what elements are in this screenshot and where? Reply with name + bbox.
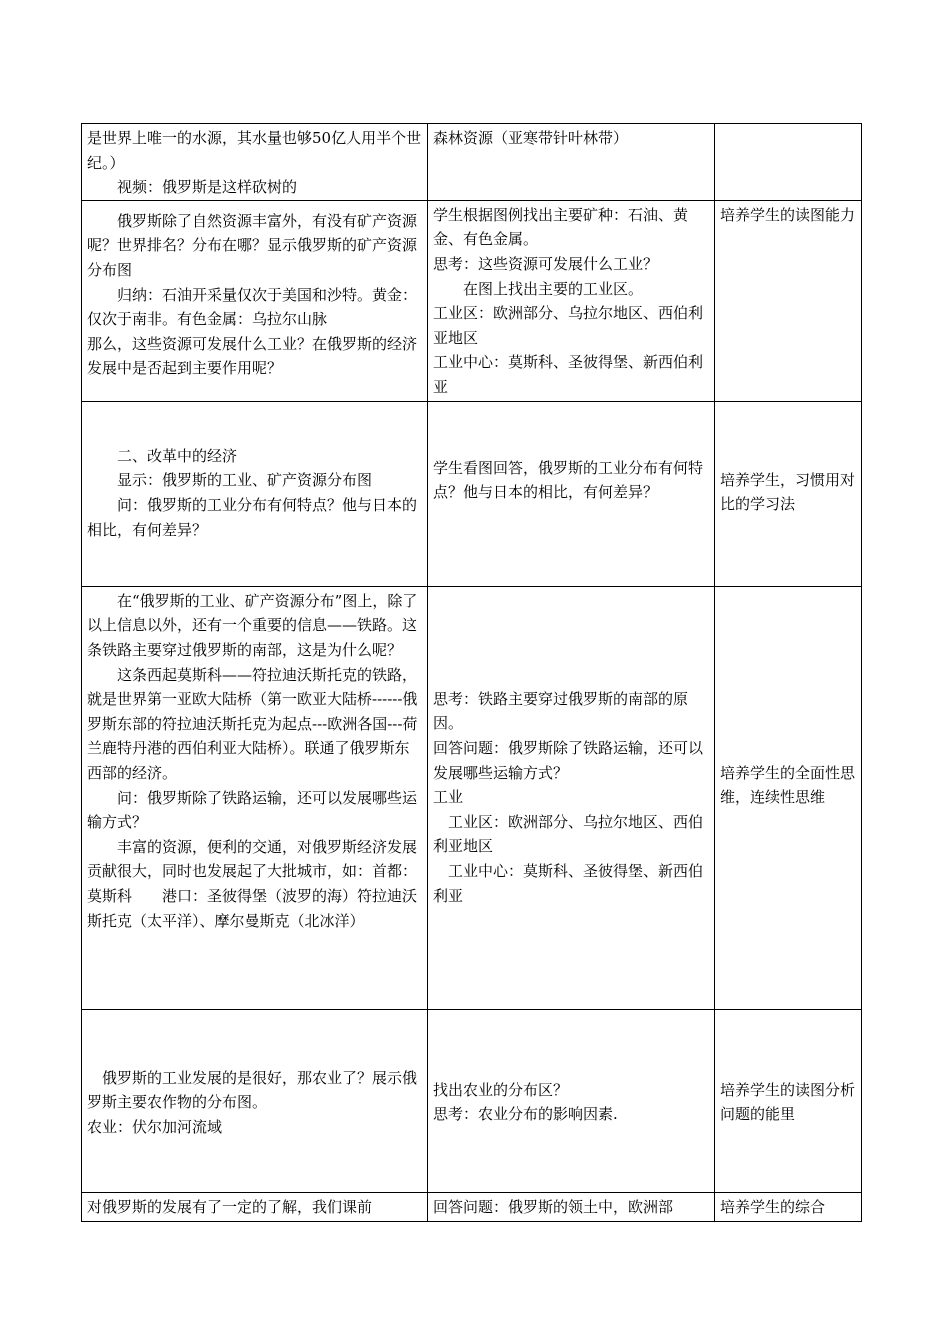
paragraph: 思考：这些资源可发展什么工业？ <box>433 254 659 273</box>
paragraph: 森林资源（亚寒带针叶林带） <box>433 129 629 147</box>
student-activity-cell <box>428 401 715 586</box>
section-heading: 二、改革中的经济 <box>117 446 238 465</box>
table-row <box>82 124 862 201</box>
paragraph: 归纳：石油开采量仅次于美国和沙特。黄金：仅次于南非。有色金属：乌拉尔山脉 <box>87 285 418 329</box>
paragraph: 培养学生的综合 <box>720 1197 826 1216</box>
teacher-activity-cell <box>82 1192 428 1221</box>
paragraph: 回答问题：俄罗斯除了铁路运输，还可以发展哪些运输方式？ <box>433 738 704 782</box>
design-intent-cell <box>715 401 862 586</box>
paragraph: 显示：俄罗斯的工业、矿产资源分布图 <box>117 471 373 490</box>
paragraph: 学生看图回答，俄罗斯的工业分布有何特点？他与日本的相比，有何差异？ <box>433 458 704 502</box>
paragraph: 俄罗斯的工业发展的是很好，那农业了？展示俄罗斯主要农作物的分布图。 <box>87 1068 418 1112</box>
teacher-activity-cell <box>82 200 428 401</box>
design-intent-cell <box>715 124 862 201</box>
paragraph: 工业区：欧洲部分、乌拉尔地区、西伯利亚地区 <box>433 304 704 347</box>
paragraph: 思考：农业分布的影响因素. <box>433 1105 618 1124</box>
paragraph: 回答问题：俄罗斯的领土中，欧洲部 <box>433 1197 674 1216</box>
teacher-activity-cell <box>82 124 428 201</box>
paragraph: 工业中心：莫斯科、圣彼得堡、新西伯利亚 <box>433 353 704 396</box>
paragraph: 工业 <box>433 788 464 807</box>
paragraph: 问：俄罗斯的工业分布有何特点？他与日本的相比，有何差异？ <box>87 495 418 539</box>
design-intent-cell <box>715 1009 862 1192</box>
design-intent-cell <box>715 1192 862 1221</box>
table-row <box>82 586 862 1009</box>
paragraph: 在图上找出主要的工业区。 <box>463 279 644 298</box>
teacher-activity-cell <box>82 586 428 1009</box>
table-row <box>82 401 862 586</box>
table-row <box>82 200 862 401</box>
paragraph: 这条西起莫斯科——符拉迪沃斯托克的铁路，就是世界第一亚欧大陆桥（第一欧亚大陆桥------俄罗斯东部的符拉迪沃斯托克为起点---欧洲各国---荷兰鹿特丹港的西伯利亚大陆桥）。联通了俄罗斯东西部的经济。 <box>87 665 418 782</box>
paragraph: 对俄罗斯的发展有了一定的了解，我们课前 <box>87 1197 373 1216</box>
paragraph: 培养学生的读图能力 <box>720 205 856 224</box>
student-activity-cell <box>428 586 715 1009</box>
student-activity-cell <box>428 1009 715 1192</box>
paragraph: 视频：俄罗斯是这样砍树的 <box>117 178 298 197</box>
design-intent-cell <box>715 200 862 401</box>
paragraph: 俄罗斯除了自然资源丰富外，有没有矿产资源呢？世界排名？分布在哪？显示俄罗斯的矿产资源分布图 <box>87 211 418 279</box>
student-activity-cell <box>428 1192 715 1221</box>
table-row <box>82 1192 862 1221</box>
paragraph: 在“俄罗斯的工业、矿产资源分布”图上，除了以上信息以外，还有一个重要的信息——铁路。这条铁路主要穿过俄罗斯的南部，这是为什么呢？ <box>87 591 418 659</box>
paragraph: 丰富的资源，便利的交通，对俄罗斯经济发展贡献很大，同时也发展起了大批城市，如：首都：莫斯科 港口：圣彼得堡（波罗的海）符拉迪沃斯托克（太平洋）、摩尔曼斯克（北冰洋） <box>87 837 418 930</box>
lesson-plan-table <box>81 123 862 1222</box>
paragraph: 培养学生的读图分析问题的能里 <box>720 1080 856 1124</box>
paragraph: 问：俄罗斯除了铁路运输，还可以发展哪些运输方式？ <box>87 788 418 832</box>
paragraph: 思考：铁路主要穿过俄罗斯的南部的原因。 <box>433 689 689 733</box>
student-activity-cell <box>428 124 715 201</box>
paragraph: 工业中心：莫斯科、圣彼得堡、新西伯利亚 <box>433 861 704 905</box>
paragraph: 工业区：欧洲部分、乌拉尔地区、西伯利亚地区 <box>433 812 704 856</box>
paragraph: 学生根据图例找出主要矿种：石油、黄金、有色金属。 <box>433 205 689 249</box>
teacher-activity-cell <box>82 401 428 586</box>
paragraph: 农业：伏尔加河流域 <box>87 1117 223 1136</box>
paragraph: 培养学生，习惯用对比的学习法 <box>720 470 856 514</box>
teacher-activity-cell <box>82 1009 428 1192</box>
table-row <box>82 1009 862 1192</box>
paragraph: 培养学生的全面性思维，连续性思维 <box>720 763 856 807</box>
paragraph: 是世界上唯一的水源，其水量也够50亿人用半个世纪。） <box>87 129 422 172</box>
paragraph: 那么，这些资源可发展什么工业？在俄罗斯的经济发展中是否起到主要作用呢？ <box>87 334 418 378</box>
student-activity-cell <box>428 200 715 401</box>
paragraph: 找出农业的分布区？ <box>433 1080 569 1099</box>
design-intent-cell <box>715 586 862 1009</box>
